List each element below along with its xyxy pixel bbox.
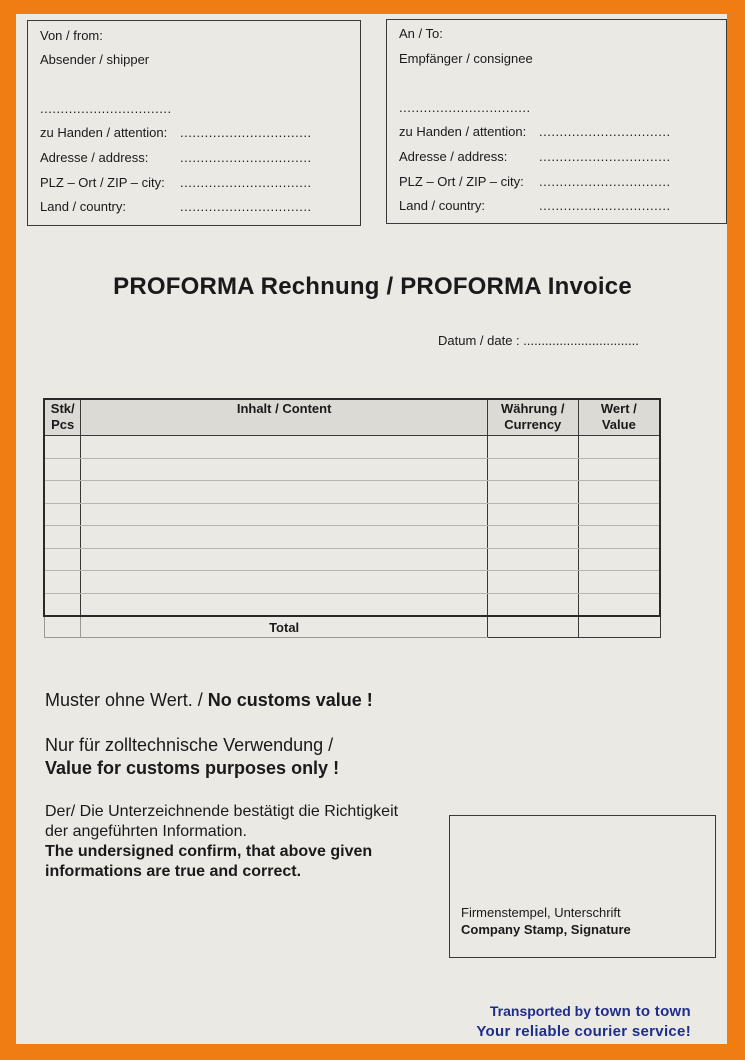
- value-cell[interactable]: [578, 481, 660, 504]
- sender-attention-blank[interactable]: ................................: [180, 125, 312, 140]
- courier-name: town to town: [594, 1003, 691, 1020]
- pcs-cell[interactable]: [44, 458, 81, 481]
- courier-prefix: Transported by: [489, 1003, 595, 1019]
- sender-city-label: PLZ – Ort / ZIP – city:: [40, 175, 165, 190]
- table-header-row: [44, 399, 660, 436]
- courier-branding: [476, 1001, 691, 1042]
- purpose-text-bold: Value for customs purposes only !: [45, 758, 340, 778]
- recipient-city-label: PLZ – Ort / ZIP – city:: [399, 174, 524, 189]
- sample-text: Muster ohne Wert. /: [45, 690, 208, 710]
- value-cell[interactable]: [578, 436, 660, 459]
- sender-attention-label: zu Handen / attention:: [40, 125, 168, 140]
- column-header-value: Wert / Value: [578, 399, 660, 436]
- date-field[interactable]: Datum / date : ................................: [438, 333, 639, 348]
- company-stamp-box[interactable]: [449, 815, 716, 958]
- currency-cell[interactable]: [487, 526, 578, 549]
- table-row: [44, 503, 660, 526]
- stamp-label-de: Firmenstempel, Unterschrift: [461, 905, 621, 920]
- total-label: Total: [81, 616, 487, 638]
- recipient-country-label: Land / country:: [399, 198, 485, 213]
- currency-cell[interactable]: [487, 593, 578, 616]
- sender-city-blank[interactable]: ................................: [180, 175, 312, 190]
- total-value-cell[interactable]: [578, 616, 660, 638]
- column-header-currency: Währung / Currency: [487, 399, 578, 436]
- table-row: [44, 458, 660, 481]
- content-cell[interactable]: [81, 593, 487, 616]
- table-row: [44, 548, 660, 571]
- sample-text-bold: No customs value !: [207, 690, 373, 710]
- content-cell[interactable]: [81, 548, 487, 571]
- confirmation-de-line: Der/ Die Unterzeichnende bestätigt die Richtigkeit: [45, 803, 399, 820]
- recipient-attention-blank[interactable]: ................................: [539, 124, 671, 139]
- recipient-address-blank[interactable]: ................................: [539, 149, 671, 164]
- content-cell[interactable]: [81, 526, 487, 549]
- table-body: [44, 436, 660, 617]
- recipient-heading: An / To:: [399, 26, 443, 41]
- table-row: [44, 571, 660, 594]
- sender-country-blank[interactable]: ................................: [180, 199, 312, 214]
- sender-country-label: Land / country:: [40, 199, 126, 214]
- sender-name-blank[interactable]: ................................: [40, 101, 172, 116]
- page-title: PROFORMA Rechnung / PROFORMA Invoice: [113, 273, 632, 300]
- purpose-text: Nur für zolltechnische Verwendung /: [45, 735, 334, 755]
- sender-heading: Von / from:: [40, 28, 103, 43]
- confirmation-en-line: The undersigned confirm, that above given: [45, 843, 373, 860]
- value-cell[interactable]: [578, 571, 660, 594]
- currency-cell[interactable]: [487, 481, 578, 504]
- content-cell[interactable]: [81, 436, 487, 459]
- sender-address-blank[interactable]: ................................: [180, 150, 312, 165]
- no-customs-value-notice: [45, 689, 373, 712]
- customs-purpose-notice: [45, 734, 339, 780]
- confirmation-statement: [45, 802, 398, 882]
- value-cell[interactable]: [578, 503, 660, 526]
- content-cell[interactable]: [81, 458, 487, 481]
- content-cell[interactable]: [81, 503, 487, 526]
- content-cell[interactable]: [81, 571, 487, 594]
- value-cell[interactable]: [578, 593, 660, 616]
- invoice-items-table: [43, 398, 661, 638]
- pcs-cell[interactable]: [44, 436, 81, 459]
- value-cell[interactable]: [578, 548, 660, 571]
- recipient-name-blank[interactable]: ................................: [399, 100, 531, 115]
- recipient-address-box: [386, 19, 727, 224]
- confirmation-de-line: der angeführten Information.: [45, 823, 247, 840]
- currency-cell[interactable]: [487, 548, 578, 571]
- total-currency-cell[interactable]: [487, 616, 578, 638]
- recipient-subheading: Empfänger / consignee: [399, 51, 533, 66]
- sender-address-box: [27, 20, 361, 226]
- recipient-country-blank[interactable]: ................................: [539, 198, 671, 213]
- column-header-content: Inhalt / Content: [81, 399, 487, 436]
- recipient-city-blank[interactable]: ................................: [539, 174, 671, 189]
- confirmation-en-line: informations are true and correct.: [45, 863, 302, 880]
- recipient-address-label: Adresse / address:: [399, 149, 508, 164]
- currency-cell[interactable]: [487, 458, 578, 481]
- table-row: [44, 526, 660, 549]
- table-row: [44, 593, 660, 616]
- total-pcs-cell: [44, 616, 81, 638]
- content-cell[interactable]: [81, 481, 487, 504]
- table-row: [44, 436, 660, 459]
- currency-cell[interactable]: [487, 436, 578, 459]
- stamp-label-en: Company Stamp, Signature: [461, 922, 631, 937]
- column-header-pcs: Stk/ Pcs: [44, 399, 81, 436]
- pcs-cell[interactable]: [44, 526, 81, 549]
- pcs-cell[interactable]: [44, 571, 81, 594]
- sender-address-label: Adresse / address:: [40, 150, 149, 165]
- sender-subheading: Absender / shipper: [40, 52, 150, 67]
- currency-cell[interactable]: [487, 571, 578, 594]
- value-cell[interactable]: [578, 526, 660, 549]
- table-row: [44, 481, 660, 504]
- currency-cell[interactable]: [487, 503, 578, 526]
- pcs-cell[interactable]: [44, 481, 81, 504]
- pcs-cell[interactable]: [44, 503, 81, 526]
- pcs-cell[interactable]: [44, 593, 81, 616]
- recipient-attention-label: zu Handen / attention:: [399, 124, 527, 139]
- courier-slogan: Your reliable courier service!: [476, 1023, 691, 1040]
- total-row: [44, 616, 660, 638]
- pcs-cell[interactable]: [44, 548, 81, 571]
- value-cell[interactable]: [578, 458, 660, 481]
